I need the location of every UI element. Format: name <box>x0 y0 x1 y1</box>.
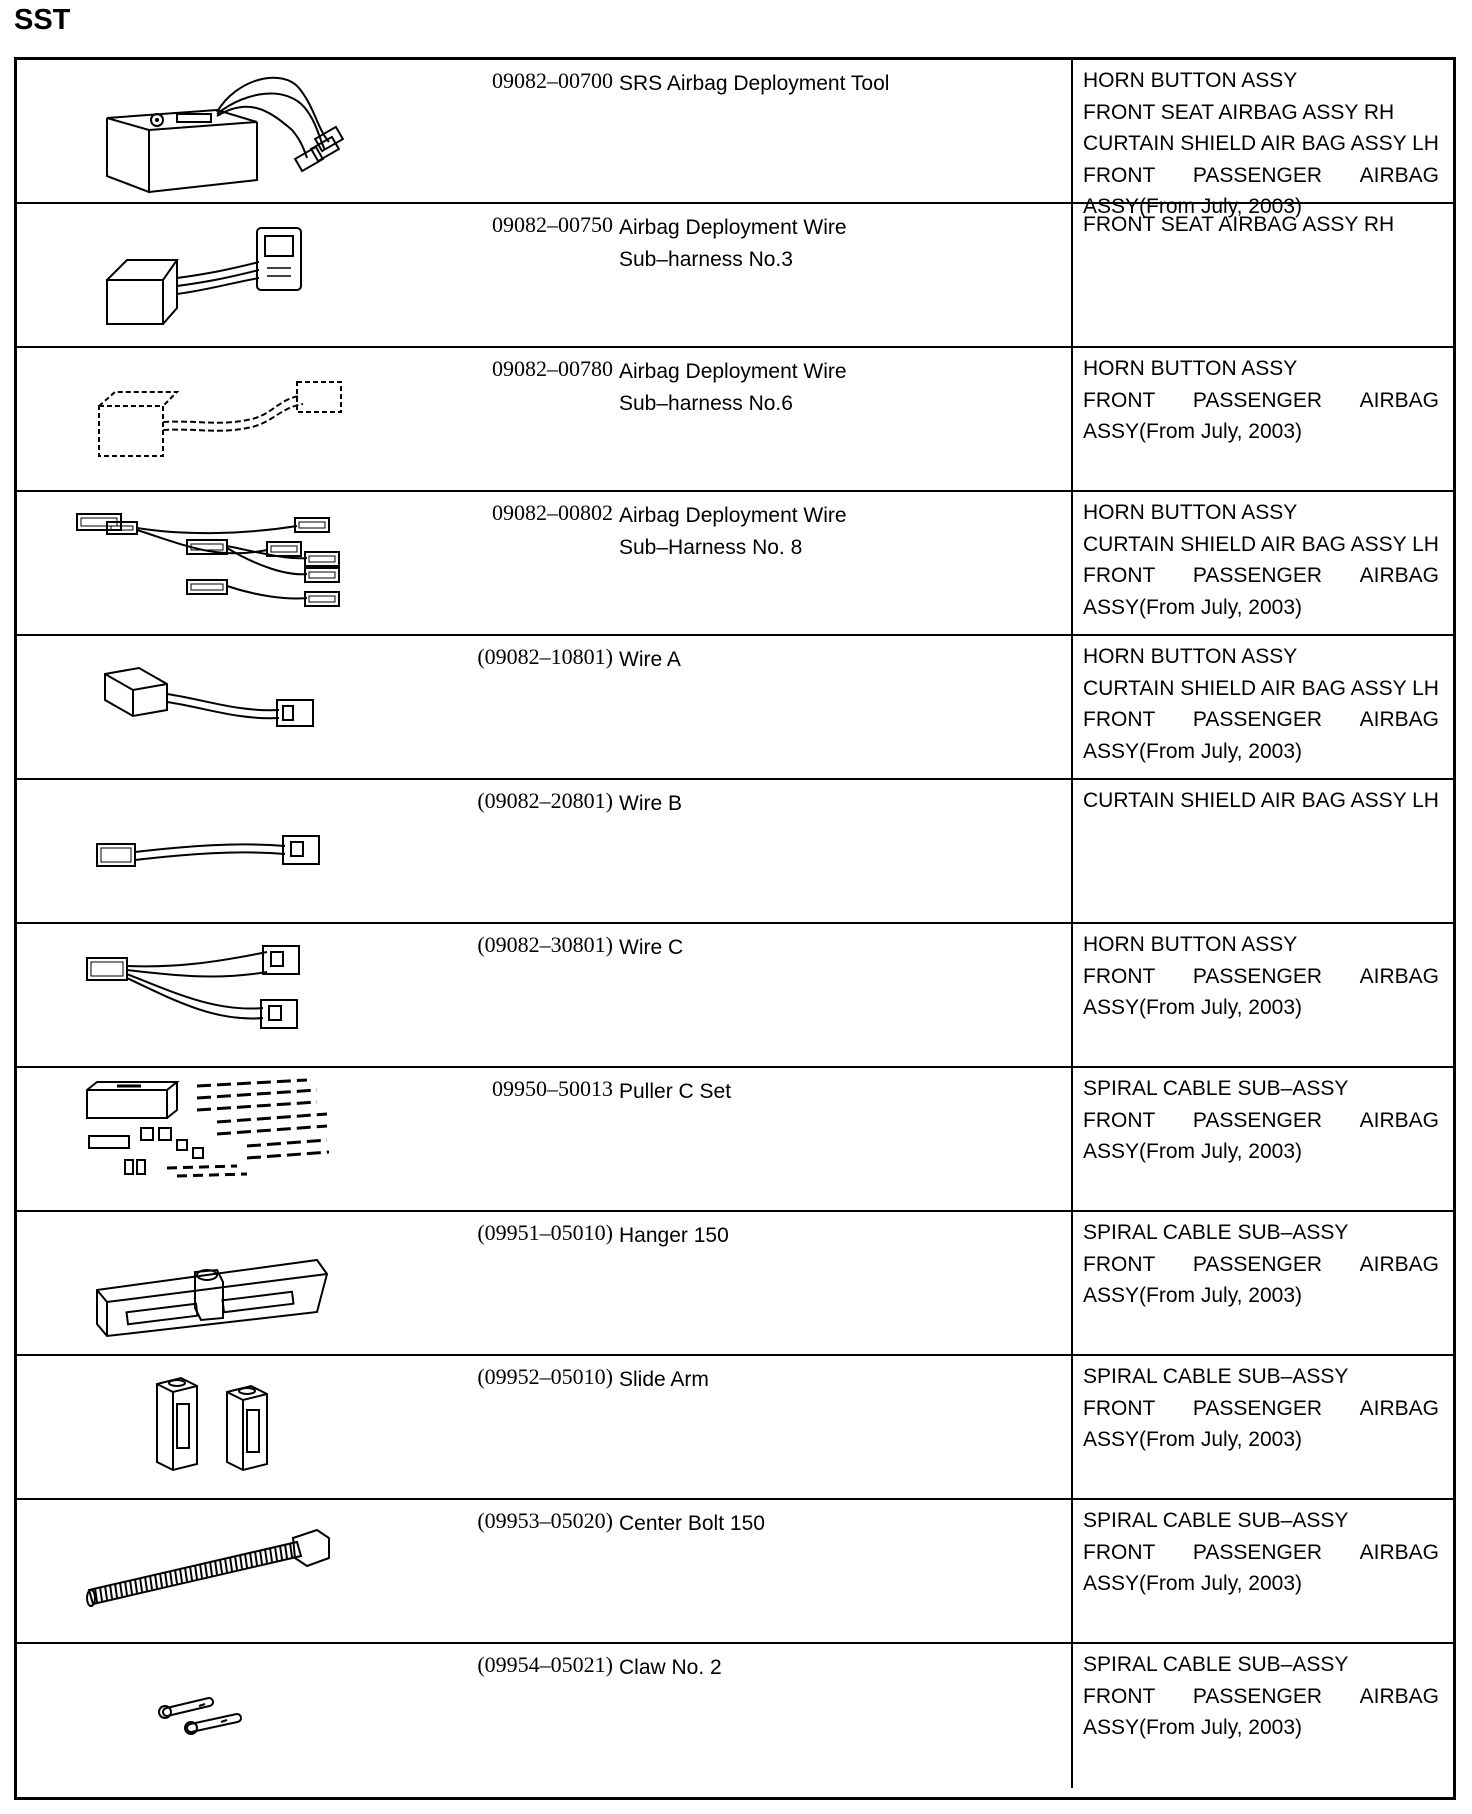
column-divider <box>1071 1644 1073 1788</box>
part-name: Wire B <box>619 792 682 815</box>
applicable-part-line: HORN BUTTON ASSY <box>1083 501 1298 524</box>
applicable-part-line: FRONT PASSENGER AIRBAG <box>1083 964 1439 988</box>
applicable-part-line: ASSY(From July, 2003) <box>1083 996 1303 1019</box>
part-number: 09950–50013 <box>492 1076 613 1101</box>
applicable-part-line: FRONT PASSENGER AIRBAG <box>1083 1684 1439 1708</box>
applicable-part-line: HORN BUTTON ASSY <box>1083 933 1298 956</box>
deployment-tool-illustration <box>67 68 387 196</box>
applicable-parts <box>1083 1361 1439 1456</box>
applicable-parts <box>1083 1649 1439 1744</box>
applicable-part-line: ASSY(From July, 2003) <box>1083 739 1303 763</box>
applicable-part-line: FRONT PASSENGER AIRBAG <box>1083 1108 1439 1132</box>
applicable-part-line: FRONT PASSENGER AIRBAG <box>1083 1396 1439 1420</box>
sub-harness-no3-illustration <box>67 212 387 340</box>
page-title: SST <box>14 4 71 36</box>
part-name: Puller C Set <box>619 1080 732 1103</box>
center-bolt-illustration <box>67 1508 387 1636</box>
applicable-part-line: FRONT PASSENGER AIRBAG <box>1083 163 1439 187</box>
part-name: Claw No. 2 <box>619 1656 722 1679</box>
column-divider <box>1071 1068 1073 1210</box>
applicable-part-line: ASSY(From July, 2003) <box>1083 420 1303 443</box>
slide-arm-illustration <box>67 1364 387 1492</box>
part-name: Airbag Deployment Wire Sub–harness No.6 <box>619 360 847 415</box>
applicable-part-line: ASSY(From July, 2003) <box>1083 1140 1303 1163</box>
table-row <box>17 1644 1453 1788</box>
part-number: 09082–00750 <box>492 212 613 237</box>
column-divider <box>1071 60 1073 202</box>
applicable-parts <box>1083 929 1439 1024</box>
applicable-part-line: CURTAIN SHIELD AIR BAG ASSY LH <box>1083 532 1439 556</box>
applicable-part-line: FRONT PASSENGER AIRBAG <box>1083 388 1439 412</box>
part-name: Airbag Deployment Wire Sub–harness No.3 <box>619 216 847 271</box>
sub-harness-no6-illustration <box>67 356 387 484</box>
applicable-parts <box>1083 497 1439 623</box>
part-number: (09953–05020) <box>477 1508 613 1533</box>
column-divider <box>1071 780 1073 922</box>
applicable-part-line: HORN BUTTON ASSY <box>1083 69 1298 92</box>
wire-a-illustration <box>67 644 387 772</box>
applicable-part-line: FRONT SEAT AIRBAG ASSY RH <box>1083 213 1395 236</box>
part-number: (09082–20801) <box>477 788 613 813</box>
column-divider <box>1071 492 1073 634</box>
part-name: Airbag Deployment Wire Sub–Harness No. 8 <box>619 504 847 559</box>
applicable-part-line: FRONT PASSENGER AIRBAG <box>1083 1540 1439 1564</box>
table-row <box>17 924 1453 1068</box>
table-row <box>17 492 1453 636</box>
applicable-part-line: ASSY(From July, 2003) <box>1083 1284 1303 1307</box>
part-number: (09082–30801) <box>477 932 613 957</box>
applicable-part-line: CURTAIN SHIELD AIR BAG ASSY LH <box>1083 676 1439 700</box>
applicable-part-line: FRONT PASSENGER AIRBAG <box>1083 1252 1439 1276</box>
part-name: Slide Arm <box>619 1368 709 1391</box>
applicable-part-line: SPIRAL CABLE SUB–ASSY <box>1083 1653 1349 1676</box>
column-divider <box>1071 636 1073 778</box>
applicable-part-line: SPIRAL CABLE SUB–ASSY <box>1083 1509 1349 1532</box>
applicable-part-line: SPIRAL CABLE SUB–ASSY <box>1083 1221 1349 1244</box>
part-number: (09951–05010) <box>477 1220 613 1245</box>
applicable-parts <box>1083 785 1439 817</box>
part-name: Wire A <box>619 648 681 671</box>
applicable-parts <box>1083 353 1439 448</box>
applicable-part-line: ASSY(From July, 2003) <box>1083 1572 1303 1595</box>
column-divider <box>1071 1356 1073 1498</box>
applicable-parts <box>1083 1217 1439 1312</box>
table-row <box>17 348 1453 492</box>
applicable-parts <box>1083 209 1439 241</box>
applicable-parts <box>1083 1505 1439 1600</box>
applicable-part-line: FRONT PASSENGER AIRBAG <box>1083 708 1439 731</box>
column-divider <box>1071 1500 1073 1642</box>
table-row <box>17 204 1453 348</box>
puller-set-illustration <box>67 1076 387 1204</box>
applicable-part-line: SPIRAL CABLE SUB–ASSY <box>1083 1077 1349 1100</box>
applicable-part-line: ASSY(From July, 2003) <box>1083 195 1303 218</box>
applicable-parts <box>1083 1073 1439 1168</box>
column-divider <box>1071 348 1073 490</box>
applicable-parts <box>1083 641 1439 767</box>
sst-table <box>14 57 1456 1800</box>
part-number: 09082–00802 <box>492 500 613 525</box>
column-divider <box>1071 204 1073 346</box>
table-row <box>17 636 1453 780</box>
applicable-part-line: ASSY(From July, 2003) <box>1083 1428 1303 1451</box>
part-number: (09952–05010) <box>477 1364 613 1389</box>
part-number: (09954–05021) <box>477 1652 613 1677</box>
part-number: (09082–10801) <box>477 644 613 669</box>
table-row <box>17 780 1453 924</box>
table-row <box>17 60 1453 218</box>
part-name: Wire C <box>619 936 684 959</box>
wire-b-illustration <box>67 788 387 916</box>
claw-illustration <box>67 1652 387 1780</box>
applicable-part-line: HORN BUTTON ASSY <box>1083 357 1298 380</box>
applicable-parts <box>1083 65 1439 223</box>
applicable-part-line: FRONT PASSENGER AIRBAG <box>1083 564 1439 587</box>
part-name: SRS Airbag Deployment Tool <box>619 72 890 95</box>
applicable-part-line: CURTAIN SHIELD AIR BAG ASSY LH <box>1083 132 1439 155</box>
wire-c-illustration <box>67 932 387 1060</box>
column-divider <box>1071 1212 1073 1354</box>
applicable-part-line: CURTAIN SHIELD AIR BAG ASSY LH <box>1083 789 1439 812</box>
applicable-part-line: FRONT SEAT AIRBAG ASSY RH <box>1083 100 1395 124</box>
part-name: Hanger 150 <box>619 1224 729 1247</box>
table-row <box>17 1356 1453 1500</box>
table-row <box>17 1068 1453 1212</box>
part-number: 09082–00700 <box>492 68 613 93</box>
applicable-part-line: ASSY(From July, 2003) <box>1083 595 1303 619</box>
part-name: Center Bolt 150 <box>619 1512 765 1535</box>
hanger-illustration <box>67 1220 387 1348</box>
sub-harness-no8-illustration <box>67 500 387 628</box>
applicable-part-line: ASSY(From July, 2003) <box>1083 1716 1303 1739</box>
applicable-part-line: SPIRAL CABLE SUB–ASSY <box>1083 1365 1349 1388</box>
column-divider <box>1071 924 1073 1066</box>
table-row <box>17 1212 1453 1356</box>
applicable-part-line: HORN BUTTON ASSY <box>1083 645 1298 668</box>
part-number: 09082–00780 <box>492 356 613 381</box>
table-row <box>17 1500 1453 1644</box>
